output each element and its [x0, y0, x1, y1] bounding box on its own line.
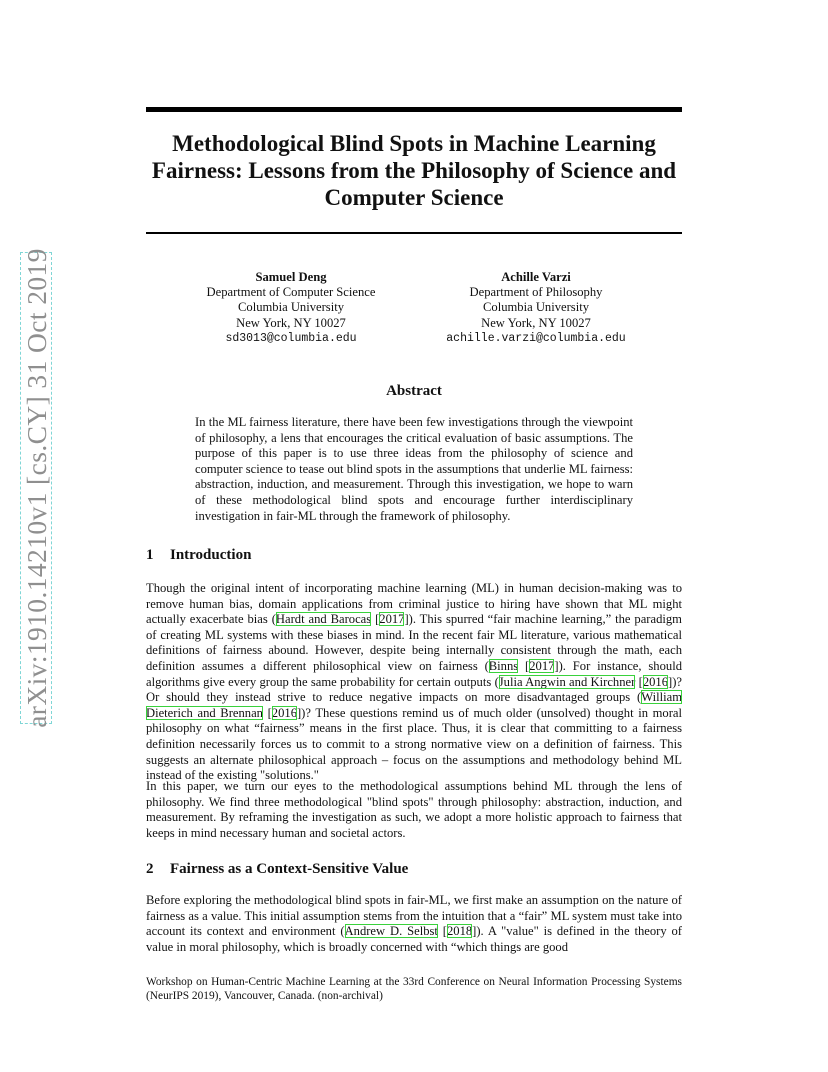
paragraph: In this paper, we turn our eyes to the methodological assumptions behind ML through the lens of philosophy. We find three methodological "blind spots" through philosophy: abstraction, induction, and measurement. By reframing the investigation as such, we adopt a more holistic approach to fairness that keeps in mind necessary human and societal actors.	[146, 779, 682, 840]
paragraph	[146, 893, 682, 955]
text-run: ]). This spurred “fair machine learning,” the paradigm of creating ML systems with these biases in mind. In the recent fair ML literature, various mathematical definitions of fairness abound. However, despite being internally consistent through the math, each definition assumes a different philosophical view on fairness (	[146, 612, 682, 673]
section-number: 1	[146, 547, 154, 563]
citation-link[interactable]: 2016	[271, 705, 297, 720]
citation-link[interactable]: Julia Angwin and Kirchner	[498, 674, 636, 689]
title-top-rule	[146, 107, 682, 112]
author-address: New York, NY 10027	[481, 315, 591, 330]
author-email[interactable]: achille.varzi@columbia.edu	[446, 331, 626, 345]
author-department: Department of Computer Science	[206, 285, 376, 300]
paper-title: Methodological Blind Spots in Machine Learning Fairness: Lessons from the Philosophy of Science and Computer Science	[151, 131, 677, 210]
citation-link[interactable]: William Dieterich and Brennan	[146, 690, 682, 720]
section-heading	[146, 547, 251, 564]
author-email[interactable]: sd3013@columbia.edu	[225, 331, 357, 345]
author-name: Achille Varzi	[501, 270, 571, 284]
abstract-heading: Abstract	[386, 383, 442, 399]
author-block	[436, 270, 636, 346]
text-run: ])? Or should they instead strive to reduce negative impacts on more disadvantaged groups (	[146, 674, 682, 705]
text-run: [	[371, 612, 380, 627]
citation-link[interactable]: 2017	[379, 612, 405, 627]
author-address: New York, NY 10027	[236, 315, 346, 330]
author-university: Columbia University	[483, 300, 589, 315]
title-bottom-rule	[146, 232, 682, 234]
section-heading	[146, 861, 408, 878]
citation-link[interactable]: Hardt and Barocas	[275, 612, 372, 627]
citation-link[interactable]: 2017	[529, 658, 555, 673]
text-run: Before exploring the methodological blind spots in fair-ML, we first make an assumption on the nature of fairness as a value. This initial assumption stems from the intuition that a “fair” ML system must take into account its context and environment (	[146, 893, 682, 939]
section-title: Introduction	[170, 547, 252, 563]
venue-footnote: Workshop on Human-Centric Machine Learning at the 33rd Conference on Neural Information Processing Systems (NeurIPS 2019), Vancouver, Canada. (non-archival)	[146, 976, 682, 1003]
section-number: 2	[146, 861, 154, 877]
citation-link[interactable]: Binns	[488, 658, 519, 673]
paragraph	[146, 581, 682, 784]
author-department: Department of Philosophy	[469, 285, 603, 300]
text-run: ]). A "value" is defined in the theory of value in moral philosophy, which is broadly concerned with “which things are good	[146, 924, 682, 954]
section-title: Fairness as a Context-Sensitive Value	[170, 861, 409, 877]
text-run: [	[635, 674, 643, 689]
author-name: Samuel Deng	[255, 270, 327, 284]
author-block	[196, 270, 386, 346]
arxiv-identifier[interactable]: arXiv:1910.14210v1 [cs.CY] 31 Oct 2019	[21, 248, 52, 728]
text-run: Though the original intent of incorporating machine learning (ML) in human decision-making was to remove human bias, domain applications from criminal justice to hiring have shown that ML might actually exacerbate bias (	[146, 581, 682, 627]
citation-link[interactable]: 2018	[446, 924, 473, 939]
text-run: [	[262, 705, 272, 720]
text-run: [	[437, 924, 447, 939]
text-run: ])? These questions remind us of much older (unsolved) thought in moral philosophy on what “fairness” means in the first place. Thus, it is clear that committing to a fairness definition necessarily forces us to commit to a strong normative view on a definition of fairness. This suggests an alternate philosophical approach – focus on the assumptions and methodology behind ML instead of the existing "solutions."	[146, 705, 683, 783]
text-run: [	[518, 658, 530, 673]
citation-link[interactable]: 2016	[642, 674, 669, 689]
citation-link[interactable]: Andrew D. Selbst	[344, 924, 438, 939]
abstract-text: In the ML fairness literature, there have been few investigations through the viewpoint of philosophy, a lens that encourages the critical evaluation of basic assumptions. The purpose of this paper is to use three ideas from the philosophy of science and computer science to tease out blind spots in the assumptions that underlie ML fairness: abstraction, induction, and measurement. Through this investigation, we hope to warn of these methodological blind spots and encourage further interdisciplinary investigation in fair-ML through the framework of philosophy.	[195, 415, 633, 523]
author-university: Columbia University	[238, 300, 344, 315]
text-run: ]). For instance, should algorithms give every group the same probability for certain outputs (	[146, 658, 682, 689]
